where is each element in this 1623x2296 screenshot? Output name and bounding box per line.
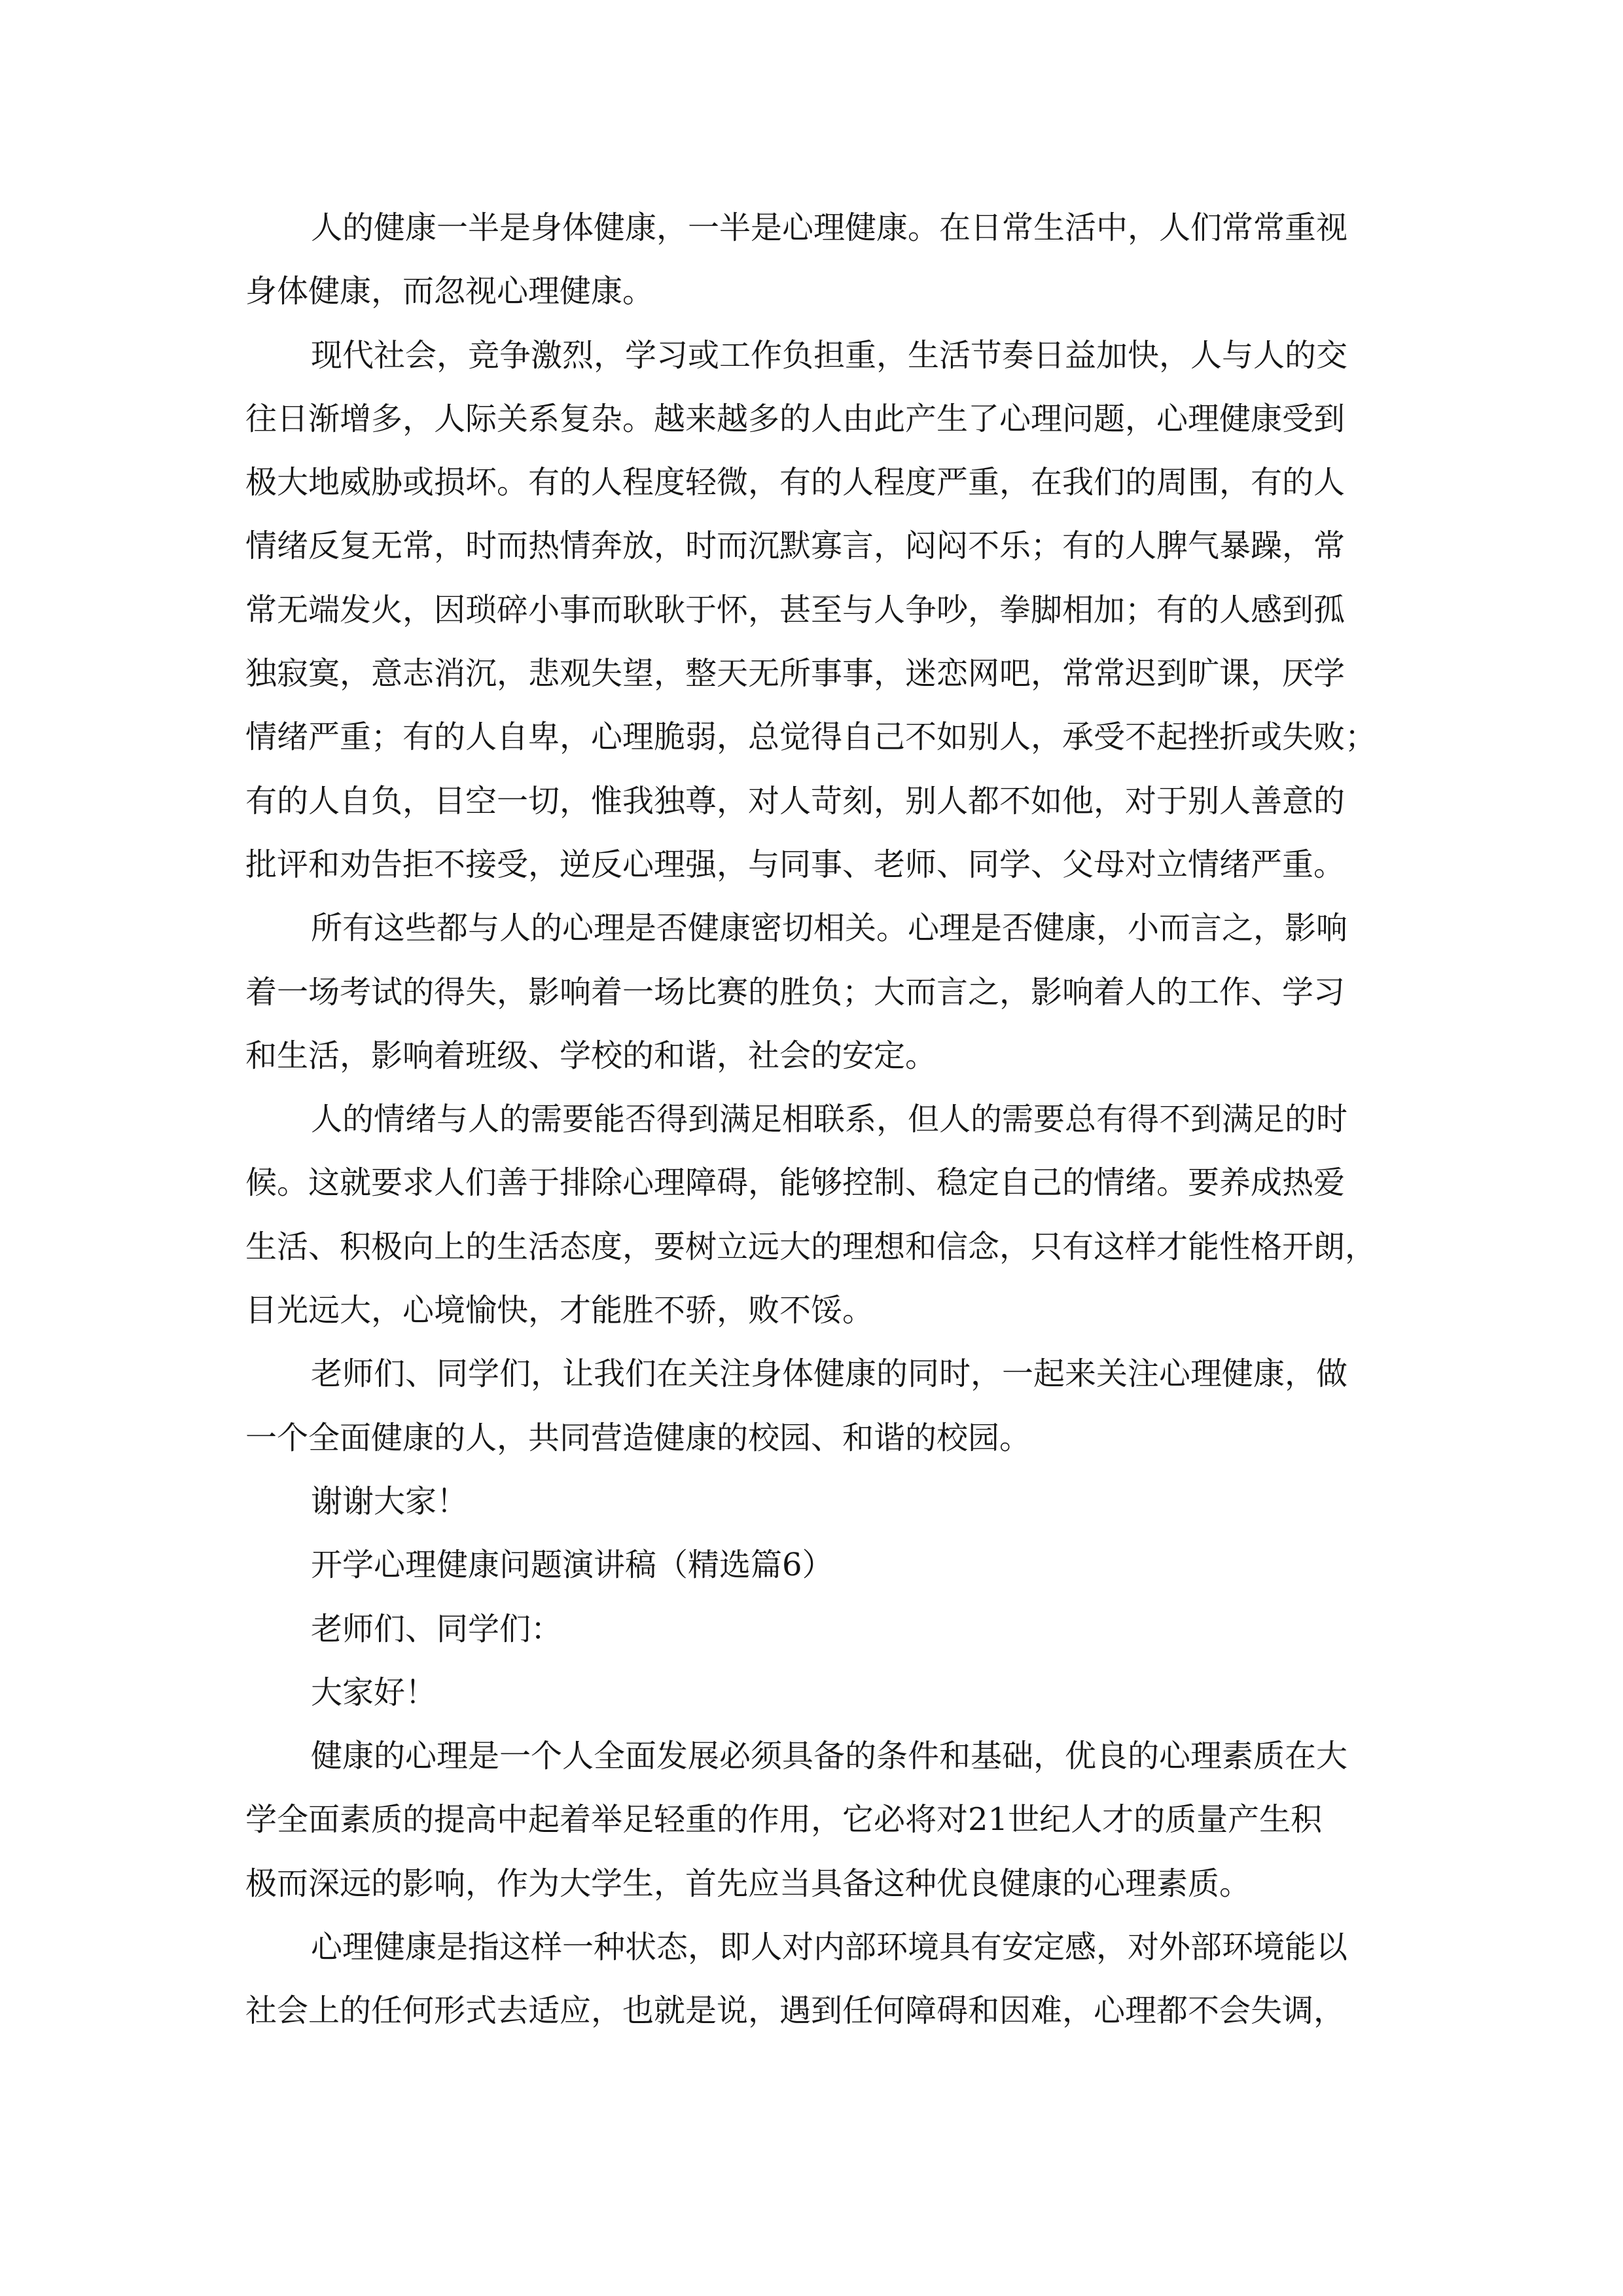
salutation: 老师们、同学们：: [311, 1610, 563, 1647]
text-line: 现代社会，竞争激烈，学习或工作负担重，生活节奏日益加快，人与人的交: [311, 336, 1348, 374]
text-line: 所有这些都与人的心理是否健康密切相关。心理是否健康，小而言之，影响: [311, 910, 1348, 947]
text-line: 极大地威胁或损坏。有的人程度轻微，有的人程度严重，在我们的周围，有的人: [245, 464, 1346, 501]
text-line: 人的健康一半是身体健康，一半是心理健康。在日常生活中，人们常常重视: [311, 209, 1348, 246]
greeting: 大家好！: [311, 1674, 437, 1711]
text-line: 人的情绪与人的需要能否得到满足相联系，但人的需要总有得不到满足的时: [311, 1101, 1348, 1138]
text-line: 有的人自负，目空一切，惟我独尊，对人苛刻，别人都不如他，对于别人善意的: [245, 782, 1346, 819]
text-line: 常无端发火，因琐碎小事而耿耿于怀，甚至与人争吵，拳脚相加；有的人感到孤: [245, 591, 1346, 628]
text-line: 情绪反复无常，时而热情奔放，时而沉默寡言，闷闷不乐；有的人脾气暴躁，常: [245, 528, 1346, 565]
text-line: 候。这就要求人们善于排除心理障碍，能够控制、稳定自己的情绪。要养成热爱: [245, 1164, 1346, 1202]
text-line: 社会上的任何形式去适应，也就是说，遇到任何障碍和因难，心理都不会失调，: [245, 1992, 1346, 2030]
text-line: 健康的心理是一个人全面发展必须具备的条件和基础，优良的心理素质在大: [311, 1738, 1348, 1775]
section-title: 开学心理健康问题演讲稿（精选篇6）: [311, 1547, 834, 1584]
text-line: 生活、积极向上的生活态度，要树立远大的理想和信念，只有这样才能性格开朗，: [245, 1228, 1377, 1265]
closing-line: 谢谢大家！: [311, 1482, 469, 1520]
text-line: 老师们、同学们，让我们在关注身体健康的同时，一起来关注心理健康，做: [311, 1355, 1348, 1393]
text-line: 往日渐增多，人际关系复杂。越来越多的人由此产生了心理问题，心理健康受到: [245, 400, 1346, 437]
text-line: 极而深远的影响，作为大学生，首先应当具备这种优良健康的心理素质。: [245, 1865, 1251, 1902]
text-line: 和生活，影响着班级、学校的和谐，社会的安定。: [245, 1037, 937, 1074]
text-line: 情绪严重；有的人自卑，心理脆弱，总觉得自己不如别人，承受不起挫折或失败；: [245, 719, 1377, 756]
text-line: 着一场考试的得失，影响着一场比赛的胜负；大而言之，影响着人的工作、学习: [245, 973, 1346, 1011]
document-body: [245, 196, 1397, 2043]
text-line: 身体健康，而忽视心理健康。: [245, 273, 654, 310]
text-line: 一个全面健康的人，共同营造健康的校园、和谐的校园。: [245, 1419, 1031, 1456]
text-line: 批评和劝告拒不接受，逆反心理强，与同事、老师、同学、父母对立情绪严重。: [245, 846, 1346, 883]
text-line: 学全面素质的提高中起着举足轻重的作用，它必将对21世纪人才的质量产生积: [245, 1801, 1323, 1839]
text-line: 独寂寞，意志消沉，悲观失望，整天无所事事，迷恋网吧，常常迟到旷课，厌学: [245, 655, 1346, 692]
text-line: 目光远大，心境愉快，才能胜不骄，败不馁。: [245, 1292, 874, 1329]
text-line: 心理健康是指这样一种状态，即人对内部环境具有安定感，对外部环境能以: [311, 1929, 1348, 1966]
